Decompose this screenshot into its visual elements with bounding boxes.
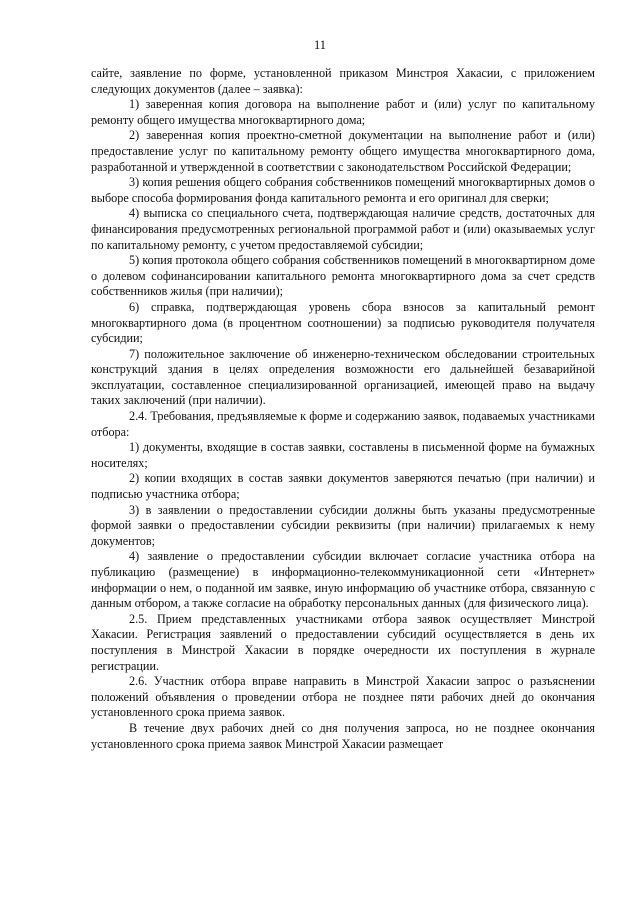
paragraph-item-4: 4) выписка со специального счета, подтверждающая наличие средств, достаточных для финансирования предусмотренных региональной программой работ и (или) оказываемых услуг по капитальному ремонту, с учетом предоставляемой субсидии; bbox=[91, 206, 595, 252]
paragraph-item-6: 6) справка, подтверждающая уровень сбора взносов за капитальный ремонт многоквартирного дома (в процентном соотношении) за подписью руководителя получателя субсидии; bbox=[91, 299, 595, 346]
paragraph-requirement-2: 2) копии входящих в состав заявки документов заверяются печатью (при наличии) и подписью участника отбора; bbox=[91, 471, 595, 502]
paragraph-requirement-3: 3) в заявлении о предоставлении субсидии должны быть указаны предусмотренные формой заявки о предоставлении субсидии реквизиты (при наличии) прилагаемых к нему документов; bbox=[91, 502, 595, 548]
paragraph-item-1: 1) заверенная копия договора на выполнение работ и (или) услуг по капитальному ремонту общего имущества многоквартирного дома; bbox=[91, 97, 595, 127]
paragraph-intro: сайте, заявление по форме, установленной приказом Минстроя Хакасии, с приложением следующих документов (далее – заявка): bbox=[91, 66, 595, 96]
paragraph-item-3: 3) копия решения общего собрания собственников помещений многоквартирных домов о выборе способа формирования фонда капитального ремонта и его оригинал для сверки; bbox=[91, 175, 595, 205]
paragraph-item-2: 2) заверенная копия проектно-сметной документации на выполнение работ и (или) предоставление услуг по капитальному ремонту общего имущества многоквартирного дома, разработанной и утвержденной в соответствии с законодательством Российской Федерации; bbox=[91, 128, 595, 174]
page-number: 11 bbox=[313, 38, 327, 52]
paragraph-requirement-1: 1) документы, входящие в состав заявки, составлены в письменной форме на бумажных носителях; bbox=[91, 440, 595, 470]
paragraph-item-7: 7) положительное заключение об инженерно-техническом обследовании строительных конструкций здания в целях определения возможности его дальнейшей безаварийной эксплуатации, составленное специализированной организацией, имеющей право на выдачу таких заключений (при наличии). bbox=[91, 346, 595, 408]
paragraph-section-2-4: 2.4. Требования, предъявляемые к форме и содержанию заявок, подаваемых участниками отбора: bbox=[91, 409, 595, 439]
paragraph-item-5: 5) копия протокола общего собрания собственников помещений в многоквартирном доме о долевом софинансировании капитального ремонта многоквартирного дома за счет средств собственников жилья (при наличии); bbox=[91, 253, 595, 299]
paragraph-final: В течение двух рабочих дней со дня получения запроса, но не позднее окончания установленного срока приема заявок Минстрой Хакасии размещает bbox=[91, 720, 595, 751]
document-body bbox=[91, 66, 595, 752]
paragraph-requirement-4: 4) заявление о предоставлении субсидии включает согласие участника отбора на публикацию (размещение) в информационно-телекоммуникационной сети «Интернет» информации о нем, о поданной им заявке, иную информацию об участнике отбора, связанную с данным отбором, а также согласие на обработку персональных данных (для физического лица). bbox=[91, 549, 595, 611]
paragraph-section-2-6: 2.6. Участник отбора вправе направить в Минстрой Хакасии запрос о разъяснении положений объявления о проведении отбора не позднее пяти рабочих дней до окончания установленного срока приема заявок. bbox=[91, 674, 595, 720]
paragraph-section-2-5: 2.5. Прием представленных участниками отбора заявок осуществляет Минстрой Хакасии. Регистрация заявлений о предоставлении субсидий осуществляется в день их поступления в Минстрой Хакасии в порядке очередности их поступления в журнале регистрации. bbox=[91, 611, 595, 673]
